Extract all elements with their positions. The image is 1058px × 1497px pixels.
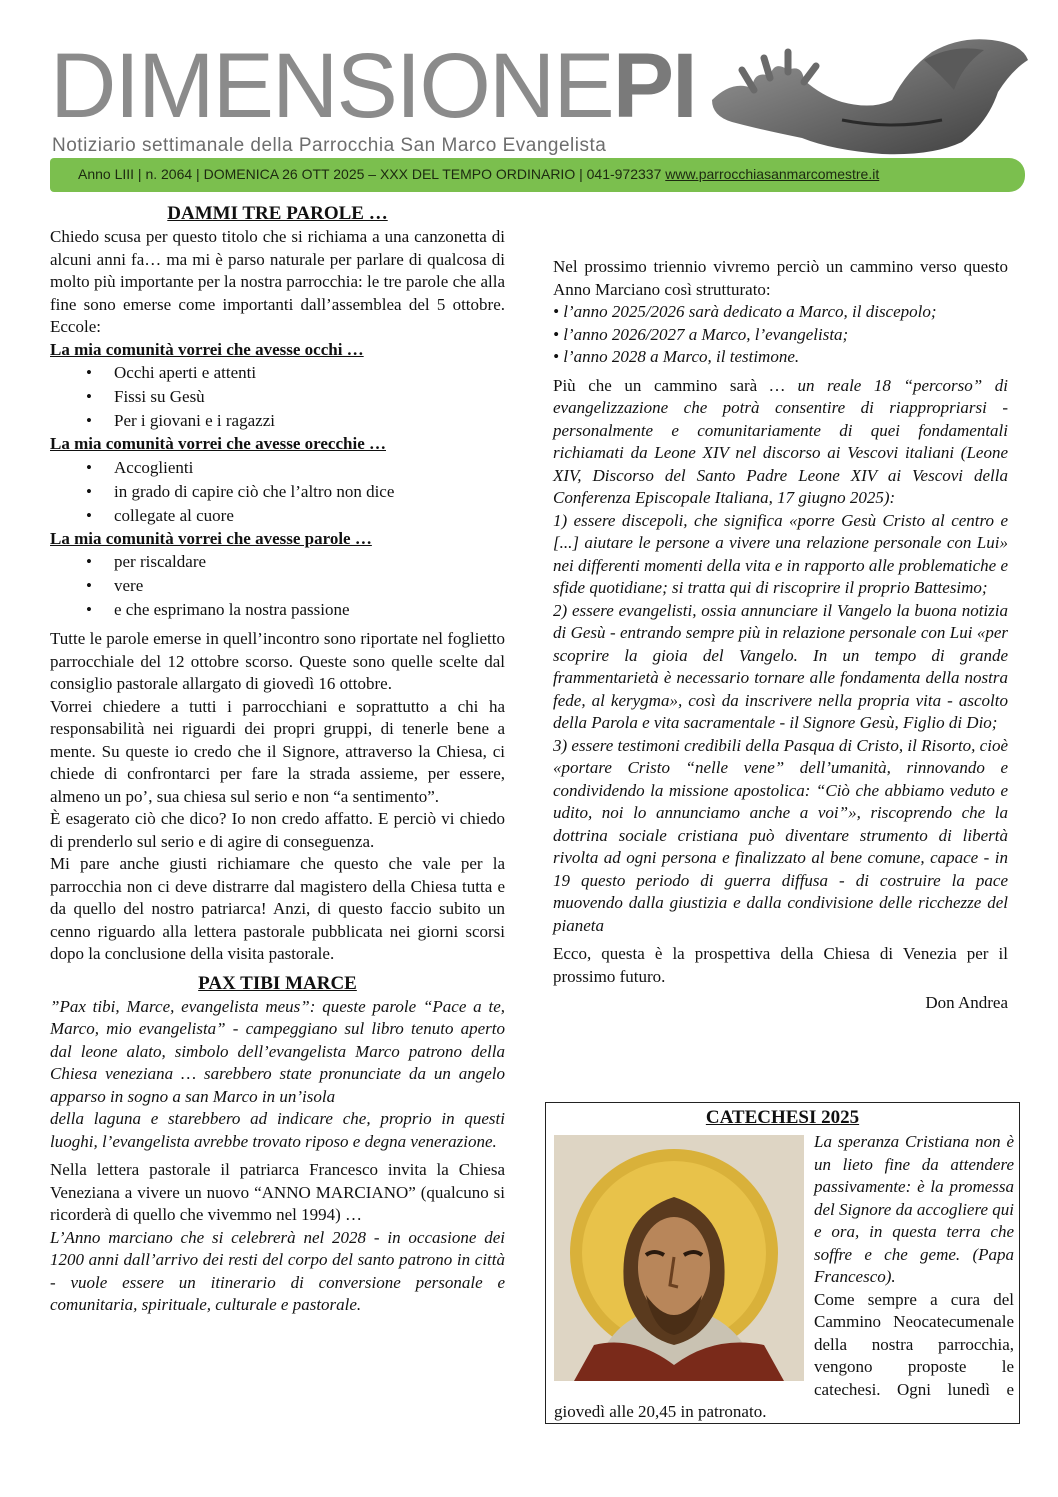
group-heading-ears: La mia comunità vorrei che avesse orecchie …	[50, 434, 386, 453]
signature: Don Andrea	[925, 993, 1008, 1012]
list-item: • Per i giovani e i ragazzi	[114, 409, 505, 433]
list-item: • Accoglienti	[114, 456, 505, 480]
article2-paragraph: L’Anno marciano che si celebrerà nel 2028 - in occasione dei 1200 anni dall’arrivo dei resti del corpo del santo patrono in città - vuole essere un itinerario di conversione personale e comunitaria, spirituale, culturale e pastorale.	[50, 1227, 505, 1314]
article2-paragraph: 2) essere evangelisti, ossia annunciare il Vangelo la buona notizia di Gesù - entrando sempre più in relazione personale con Lui «per scoprire la gioia del Vangelo. In un tempo di grande frammentarietà è necessario tornare alle fondamenta della nostra fede, al kerygma», così da inscrivere nella propria vita - ascolto della Parola e vita sacramentale - il Signore Gesù, Figlio di Dio;	[553, 600, 1008, 732]
article2-paragraph	[553, 375, 1008, 510]
issue-info-text	[78, 166, 879, 182]
list-ears	[50, 456, 505, 528]
year-item: • l’anno 2025/2026 sarà dedicato a Marco, il discepolo;	[553, 302, 937, 321]
article1-intro: Chiedo scusa per questo titolo che si richiama a una canzonetta di alcuni anni fa… ma mi è parso naturale per parlare di qualcosa di molto più importante per la nostra parrocchia: le tre parole che alla fine sono emerse come importanti dall’assemblea del 5 ottobre. Eccole:	[50, 227, 505, 336]
catechesi-text	[554, 1131, 1014, 1424]
christ-icon-image	[554, 1135, 804, 1381]
left-column	[50, 202, 505, 1317]
year-item: • l’anno 2028 a Marco, il testimone.	[553, 347, 800, 366]
list-item: • vere	[114, 574, 505, 598]
list-item: • collegate al cuore	[114, 504, 505, 528]
article2-paragraph: Nella lettera pastorale il patriarca Francesco invita la Chiesa Veneziana a vivere un nuovo “ANNO MARCIANO” (qualcuno si ricorderà di quello che vivemmo nel 1994) …	[50, 1160, 505, 1224]
list-eyes	[50, 361, 505, 433]
article2-paragraph: 1) essere discepoli, che significa «porre Gesù Cristo al centro e [...] aiutare le persone a vivere una relazione personale con Lui» nei differenti momenti della vita e in rapporto alle problematiche e sfide quotidiane; si tratta qui di riscoprire il proprio Battesimo;	[553, 510, 1008, 597]
list-item: • per riscaldare	[114, 550, 505, 574]
article2-continuation: … un reale 18 “percorso” di evangelizzazione che potrà consentire di riappropriarsi - personalmente e comunitariamente di quei fondamentali richiamati da Leone XIV nel discorso ai Vescovi italiani (Leone XIV, Discorso del Santo Padre Leone XIV ai Vescovi della Conferenza Episcopale Italiana, 17 giugno 2025):	[553, 375, 1009, 507]
group-heading-eyes: La mia comunità vorrei che avesse occhi …	[50, 339, 364, 359]
article1-paragraph: È esagerato ciò che dico? Io non credo affatto. E perciò vi chiedo di prenderlo sul serio e di agire di conseguenza.	[50, 809, 505, 851]
right-column	[553, 250, 1008, 1015]
catechesi-quote: La speranza Cristiana non è un lieto fine da attendere passivamente: è la promessa del Signore da accogliere qui e ora, in questa terra che soffre e che geme. (Papa Francesco).	[814, 1132, 1014, 1286]
article2-paragraph: Nel prossimo triennio vivremo perciò un cammino verso questo Anno Marciano così strutturato:	[553, 257, 1008, 299]
article2-paragraph: 3) essere testimoni credibili della Pasqua di Cristo, il Risorto, cioè «portare Cristo “nelle vene” dell’umanità, rinnovando e condividendo la missione apostolica: “Ciò che abbiamo veduto e udito, noi lo annunciamo anche a voi”», riscoprendo che la dottrina sociale cristiana può diventare strumento di libertà rivolta ad ogni persona e finalizzato al bene comune, capace - in 19 questo periodo di guerra diffusa - di costruire la pace muovendo dalla giustizia e dalla condivisione delle ricchezze del pianeta	[553, 735, 1008, 935]
article2-paragraph: della laguna e starebbero ad indicare che, proprio in questi luoghi, l’evangelista avrebbe trovato riposo e degna venerazione.	[50, 1109, 505, 1151]
catechesi-box	[545, 1102, 1020, 1424]
year-item: • l’anno 2026/2027 a Marco, l’evangelista;	[553, 324, 849, 344]
article2-paragraph: ”Pax tibi, Marce, evangelista meus”: queste parole “Pace a te, Marco, mio evangelista” - campeggiano sul libro tenuto aperto dal leone alato, simbolo dell’evangelista Marco patrono della Chiesa veneziana … sarebbero state pronunciate da un angelo apparso in sogno a san Marco in un’isola	[50, 996, 505, 1106]
list-item: • Occhi aperti e attenti	[114, 361, 505, 385]
article1-paragraph: Vorrei chiedere a tutti i parrocchiani e soprattutto a chi ha responsabilità nei riguardi dei propri gruppi, di tenerle bene a mente. Su queste io credo che il Signore, attraverso la Chiesa, ci chiede di confrontarci per fare la strada assieme, per essere, almeno un po’, sua chiesa sul serio e non “a sentimento”.	[50, 696, 505, 806]
article2-paragraph: Ecco, questa è la prospettiva della Chiesa di Venezia per il prossimo futuro.	[553, 944, 1008, 986]
article2-title: PAX TIBI MARCE	[198, 972, 357, 994]
masthead-subtitle: Notiziario settimanale della Parrocchia San Marco Evangelista	[52, 135, 607, 156]
article1-title: DAMMI TRE PAROLE …	[167, 203, 388, 224]
winged-lion-sculpture-image	[692, 30, 1032, 158]
issue-details: Anno LIII | n. 2064 | DOMENICA 26 OTT 2025 – XXX DEL TEMPO ORDINARIO | 041-972337	[78, 166, 662, 182]
list-words	[50, 550, 505, 622]
catechesi-title: CATECHESI 2025	[705, 1107, 860, 1128]
article2-lead: Più che un cammino sarà	[553, 375, 758, 395]
title-light: DIMENSIONE	[50, 35, 613, 137]
article1-paragraph: Mi pare anche giusti richiamare che questo che vale per la parrocchia non ci deve distrarre dal magistero della Chiesa tutta e da quello del nostro patriarca! Anzi, di questo faccio subito un cenno riguardo alla lettera pastorale pubblicata nei giorni scorsi dopo la conclusione della visita pastorale.	[50, 854, 505, 963]
article1-paragraph: Tutte le parole emerse in quell’incontro sono riportate nel foglietto parrocchiale del 12 ottobre scorso. Queste sono quelle scelte dal consiglio pastorale allargato di giovedì 16 ottobre.	[50, 629, 505, 693]
catechesi-info: Come sempre a cura del Cammino Neocatecumenale della nostra parrocchia, vengono proposte le catechesi. Ogni lunedì e giovedì alle 20,45 in patronato.	[554, 1289, 1014, 1421]
title-bold: PI	[612, 35, 696, 137]
list-item: • in grado di capire ciò che l’altro non dice	[114, 480, 505, 504]
list-item: • e che esprimano la nostra passione	[114, 598, 505, 622]
website-link[interactable]: www.parrocchiasanmarcomestre.it	[665, 166, 880, 182]
issue-info-band	[50, 158, 1025, 192]
group-heading-words: La mia comunità vorrei che avesse parole …	[50, 528, 372, 548]
list-item: • Fissi su Gesù	[114, 385, 505, 409]
masthead-title	[50, 35, 696, 137]
